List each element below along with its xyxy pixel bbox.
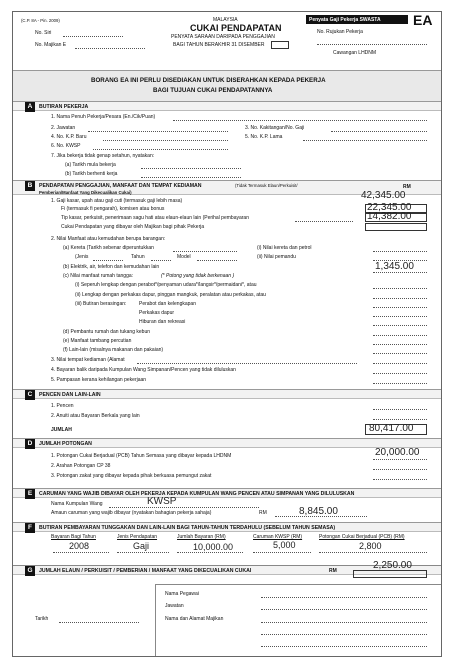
fund-refund-field[interactable] — [373, 373, 427, 374]
domestic-help-field[interactable] — [373, 335, 427, 336]
country-label: MALAYSIA — [213, 17, 238, 23]
arrears-epf-value: 5,000 — [273, 540, 296, 550]
section-f-title: BUTIRAN PEMBAYARAN TUNGGAKAN DAN LAIN-LAIN BAGI TAHUN-TAHUN TERDAHULU (SEBELUM TAHUN SEMASA) — [39, 525, 336, 531]
car-label: (a) Kereta (Tarikh sebenar diperuntukkan — [63, 245, 154, 251]
compensation-field[interactable] — [373, 383, 427, 384]
section-c-header — [13, 389, 442, 399]
leave-passage-field[interactable] — [373, 344, 427, 345]
arrears-pcb-value: 2,800 — [359, 541, 382, 551]
household-itemized-label: (iii) Butiran berasingan: — [75, 301, 127, 307]
other-benefits-field[interactable] — [373, 353, 427, 354]
serial-field[interactable] — [63, 36, 123, 37]
position-label: 2. Jawatan — [51, 125, 76, 131]
start-date-label: (a) Tarikh mula bekerja — [65, 162, 116, 168]
form-code: (C.P. 8A - Pin. 2009) — [21, 18, 60, 23]
pension-field[interactable] — [373, 409, 427, 410]
form-subtitle: PENYATA SARAAN DARIPADA PENGGAJIAN — [171, 34, 275, 40]
zakat-field[interactable] — [373, 479, 427, 480]
section-a-title: BUTIRAN PEKERJA — [39, 104, 89, 110]
pcb-field[interactable] — [373, 459, 427, 460]
entertainment-field[interactable] — [373, 325, 427, 326]
arrears-col-pcb: Potongan Cukai Berjadual (PCB) (RM) — [319, 534, 405, 540]
staff-no-label: 3. No. Kakitangan/No. Gaji — [245, 125, 305, 131]
section-b-letter: B — [25, 181, 35, 191]
officer-position-label: Jawatan — [165, 603, 184, 609]
household-full-label: (ii) Lengkap dengan perkakas dapur, pinggan mangkuk, peralatan atau perkakas, atau — [75, 292, 266, 298]
arrears-amount-underline — [177, 552, 243, 553]
furniture-field[interactable] — [373, 307, 427, 308]
tips-value: 14,382.00 — [367, 211, 412, 222]
pcb-value: 20,000.00 — [375, 447, 420, 458]
banner-line-2: BAGI TUJUAN CUKAI PENDAPATANNYA — [153, 87, 273, 94]
section-g-title: JUMLAH ELAUN / PERKUISIT / PEMBERIAN / MANFAAT YANG DIKECUALIKAN CUKAI — [39, 568, 252, 574]
contribution-value: 8,845.00 — [299, 506, 338, 517]
arrears-pcb-underline — [319, 552, 427, 553]
tips-label: Tip kasar, perkuisit, penerimaan sagu hati atau elaun-elaun lain (Perihal pembayaran — [61, 215, 249, 221]
cp38-label: 2. Arahan Potongan CP 38 — [51, 463, 111, 469]
employer-address-line-1[interactable] — [261, 622, 427, 623]
contribution-rm: RM — [259, 510, 267, 516]
arrears-col-type: Jenis Pendapatan — [117, 534, 158, 540]
employer-tax-box[interactable] — [365, 223, 427, 231]
fees-value: 22,345.00 — [367, 202, 412, 213]
year-input[interactable] — [271, 41, 289, 49]
car-type-field[interactable] — [93, 260, 123, 261]
officer-name-field[interactable] — [261, 597, 427, 598]
car-date-field[interactable] — [173, 251, 237, 252]
accommodation-label: 3. Nilai tempat kediaman (Alamat — [51, 357, 125, 363]
date-field[interactable] — [59, 622, 139, 623]
form-title: CUKAI PENDAPATAN — [190, 23, 282, 33]
tax-ref-field[interactable] — [317, 44, 427, 45]
section-b-title-line2: Pemberian/Manfaat Yang Dikecualikan Cukai) — [39, 190, 132, 195]
staff-no-field[interactable] — [331, 131, 427, 132]
household-label: (c) Nilai manfaat rumah tangga: — [63, 273, 134, 279]
exempt-allowance-box[interactable] — [353, 570, 427, 578]
arrears-epf-underline — [253, 552, 311, 553]
car-model-field[interactable] — [197, 260, 237, 261]
employee-name-label: 1. Nama Penuh Pekerja/Pesara (En./Cik/Puan) — [51, 114, 156, 120]
employer-no-label: No. Majikan E — [35, 42, 67, 48]
utilities-label: (b) Elektrik, air, telefon dan kemudahan lain — [63, 264, 160, 270]
employer-address-label: Nama dan Alamat Majikan — [165, 616, 224, 622]
exempt-allowance-value: 2,250.00 — [373, 560, 412, 571]
car-year-field[interactable] — [151, 260, 171, 261]
form-id: EA — [413, 12, 433, 28]
end-date-field[interactable] — [141, 177, 241, 178]
fees-label: Fi (termasuk fi pengarah), komisen atau bonus — [61, 206, 165, 212]
old-ic-field[interactable] — [303, 140, 427, 141]
annuity-label: 2. Anuiti atau Bayaran Berkala yang lain — [51, 413, 140, 419]
arrears-year-value: 2008 — [69, 541, 90, 551]
arrears-col-epf: Caruman KWSP (RM) — [253, 534, 303, 540]
household-note: (* Potong yang tidak berkenaan ) — [161, 273, 235, 279]
contribution-field[interactable] — [275, 516, 367, 517]
furniture-label: Perabot dan kelengkapan — [139, 301, 196, 307]
zakat-label: 3. Potongan zakat yang dibayar kepada pihak berkuasa pemungut zakat — [51, 473, 212, 479]
branch-label: Cawangan LHDNM — [333, 50, 377, 56]
end-date-label: (b) Tarikh berhenti kerja — [65, 171, 118, 177]
utilities-value: 1,345.00 — [375, 261, 414, 272]
benefits-label: 2. Nilai Manfaat atau kemudahan berupa barangan: — [51, 236, 166, 242]
leave-passage-label: (e) Manfaat tambang percutian — [63, 338, 132, 344]
section-d-letter: D — [25, 439, 35, 449]
instruction-banner — [13, 70, 442, 102]
pcb-label: 1. Potongan Cukai Berjadual (PCB) Tahun Semasa yang dibayar kepada LHDNM — [51, 453, 232, 459]
section-e-header — [13, 488, 442, 498]
kitchen-field[interactable] — [373, 316, 427, 317]
arrears-type-value: Gaji — [133, 541, 150, 551]
officer-position-field[interactable] — [261, 609, 427, 610]
utilities-underline — [373, 272, 427, 273]
other-benefits-label: (f) Lain-lain (misalnya makanan dan pakaian) — [63, 347, 164, 353]
section-b-title: PENDAPATAN PENGGAJIAN, MANFAAT DAN TEMPAT KEDIAMAN — [39, 183, 202, 189]
form-type-label: Penyata Gaji Pekerja SWASTA — [306, 15, 408, 24]
kitchen-label: Perkakas dapur — [139, 310, 175, 316]
partial-year-label: 7. Jika bekerja tidak genap setahun, nyatakan: — [51, 153, 155, 159]
cp38-field[interactable] — [373, 469, 427, 470]
year-line: BAGI TAHUN BERAKHIR 31 DISEMBER — [173, 42, 265, 48]
car-model-label: Model — [177, 254, 191, 260]
car-petrol-field[interactable] — [373, 251, 427, 252]
section-c-title: PENCEN DAN LAIN-LAIN — [39, 392, 101, 398]
fund-name-label: Nama Kumpulan Wang — [51, 501, 103, 507]
employee-name-field[interactable] — [173, 120, 427, 121]
new-ic-label: 4. No. K.P. Baru — [51, 134, 87, 140]
employer-tax-label: Cukai Pendapatan yang dibayar oleh Majikan bagi pihak Pekerja — [61, 224, 205, 230]
serial-label: No. Siri — [35, 30, 52, 36]
date-label: Tarikh — [35, 616, 49, 622]
section-f-letter: F — [25, 523, 35, 533]
driver-label: (ii) Nilai pemandu — [257, 254, 296, 260]
domestic-help-label: (d) Pembantu rumah dan tukang kebun — [63, 329, 150, 335]
employer-address-line-3[interactable] — [261, 646, 427, 647]
epf-no-label: 6. No. KWSP — [51, 143, 81, 149]
officer-name-label: Nama Pegawai — [165, 591, 199, 597]
tips-description-field[interactable] — [295, 221, 353, 222]
entertainment-label: Hiburan dan rekreasi — [139, 319, 186, 325]
gross-salary-label: 1. Gaji kasar, upah atau gaji cuti (termasuk gaji lebih masa) — [51, 198, 183, 204]
arrears-year-underline — [53, 552, 109, 553]
epf-no-field[interactable] — [93, 149, 228, 150]
section-c-letter: C — [25, 390, 35, 400]
accommodation-value-field[interactable] — [373, 363, 427, 364]
annuity-field[interactable] — [373, 419, 427, 420]
car-year-label: Tahun — [131, 254, 145, 260]
contribution-label: Amaun caruman yang wajib dibayar (nyatakan bahagian pekerja sahaja) — [51, 510, 212, 516]
section-g-letter: G — [25, 566, 35, 576]
arrears-col-amount: Jumlah Bayaran (RM) — [177, 534, 226, 540]
car-petrol-label: (i) Nilai kereta dan petrol — [257, 245, 312, 251]
employer-no-field[interactable] — [75, 48, 145, 49]
employer-address-line-2[interactable] — [261, 634, 427, 635]
car-type-label: (Jenis — [75, 254, 89, 260]
section-f-header — [13, 522, 442, 532]
total-value: 80,417.00 — [369, 423, 414, 434]
new-ic-field[interactable] — [103, 140, 228, 141]
household-semi-field[interactable] — [373, 288, 427, 289]
accommodation-address-field[interactable] — [137, 363, 357, 364]
banner-line-1: BORANG EA INI PERLU DISEDIAKAN UNTUK DISERAHKAN KEPADA PEKERJA — [91, 77, 326, 84]
section-g-rm: RM — [329, 568, 337, 574]
pension-label: 1. Pencen — [51, 403, 74, 409]
position-field[interactable] — [88, 131, 228, 132]
fund-name-field[interactable] — [109, 507, 259, 508]
section-a-header — [13, 101, 442, 111]
start-date-field[interactable] — [141, 168, 241, 169]
fund-refund-label: 4. Bayaran balik daripada Kumpulan Wang Simpanan/Pencen yang tidak diluluskan — [51, 367, 236, 373]
compensation-label: 5. Pampasan kerana kehilangan pekerjaan — [51, 377, 147, 383]
rm-heading: RM — [403, 184, 411, 190]
total-label: JUMLAH — [51, 427, 72, 433]
arrears-type-underline — [117, 552, 169, 553]
section-d-title: JUMLAH POTONGAN — [39, 441, 92, 447]
ea-form-page — [12, 11, 442, 657]
section-b-note: (Tidak Termasuk Elaun/Perkuisit/ — [235, 183, 298, 188]
section-e-letter: E — [25, 489, 35, 499]
arrears-amount-value: 10,000.00 — [193, 542, 234, 552]
arrears-col-year: Bayaran Bagi Tahun — [51, 534, 96, 540]
section-a-letter: A — [25, 102, 35, 112]
gross-salary-value: 42,345.00 — [361, 190, 406, 201]
fund-name-value: KWSP — [147, 496, 177, 507]
household-full-field[interactable] — [373, 298, 427, 299]
household-semi-label: (i) Seperuh lengkap dengan perabot*/penyaman udara*/langsir*/permaidani*, atau — [75, 282, 257, 288]
old-ic-label: 5. No. K.P. Lama — [245, 134, 283, 140]
tax-ref-label: No. Rujukan Pekerja — [317, 29, 363, 35]
section-e-title: CARUMAN YANG WAJIB DIBAYAR OLEH PEKERJA KEPADA KUMPULAN WANG PENCEN ATAU SIMPANAN YANG DILULUSKAN — [39, 491, 355, 497]
